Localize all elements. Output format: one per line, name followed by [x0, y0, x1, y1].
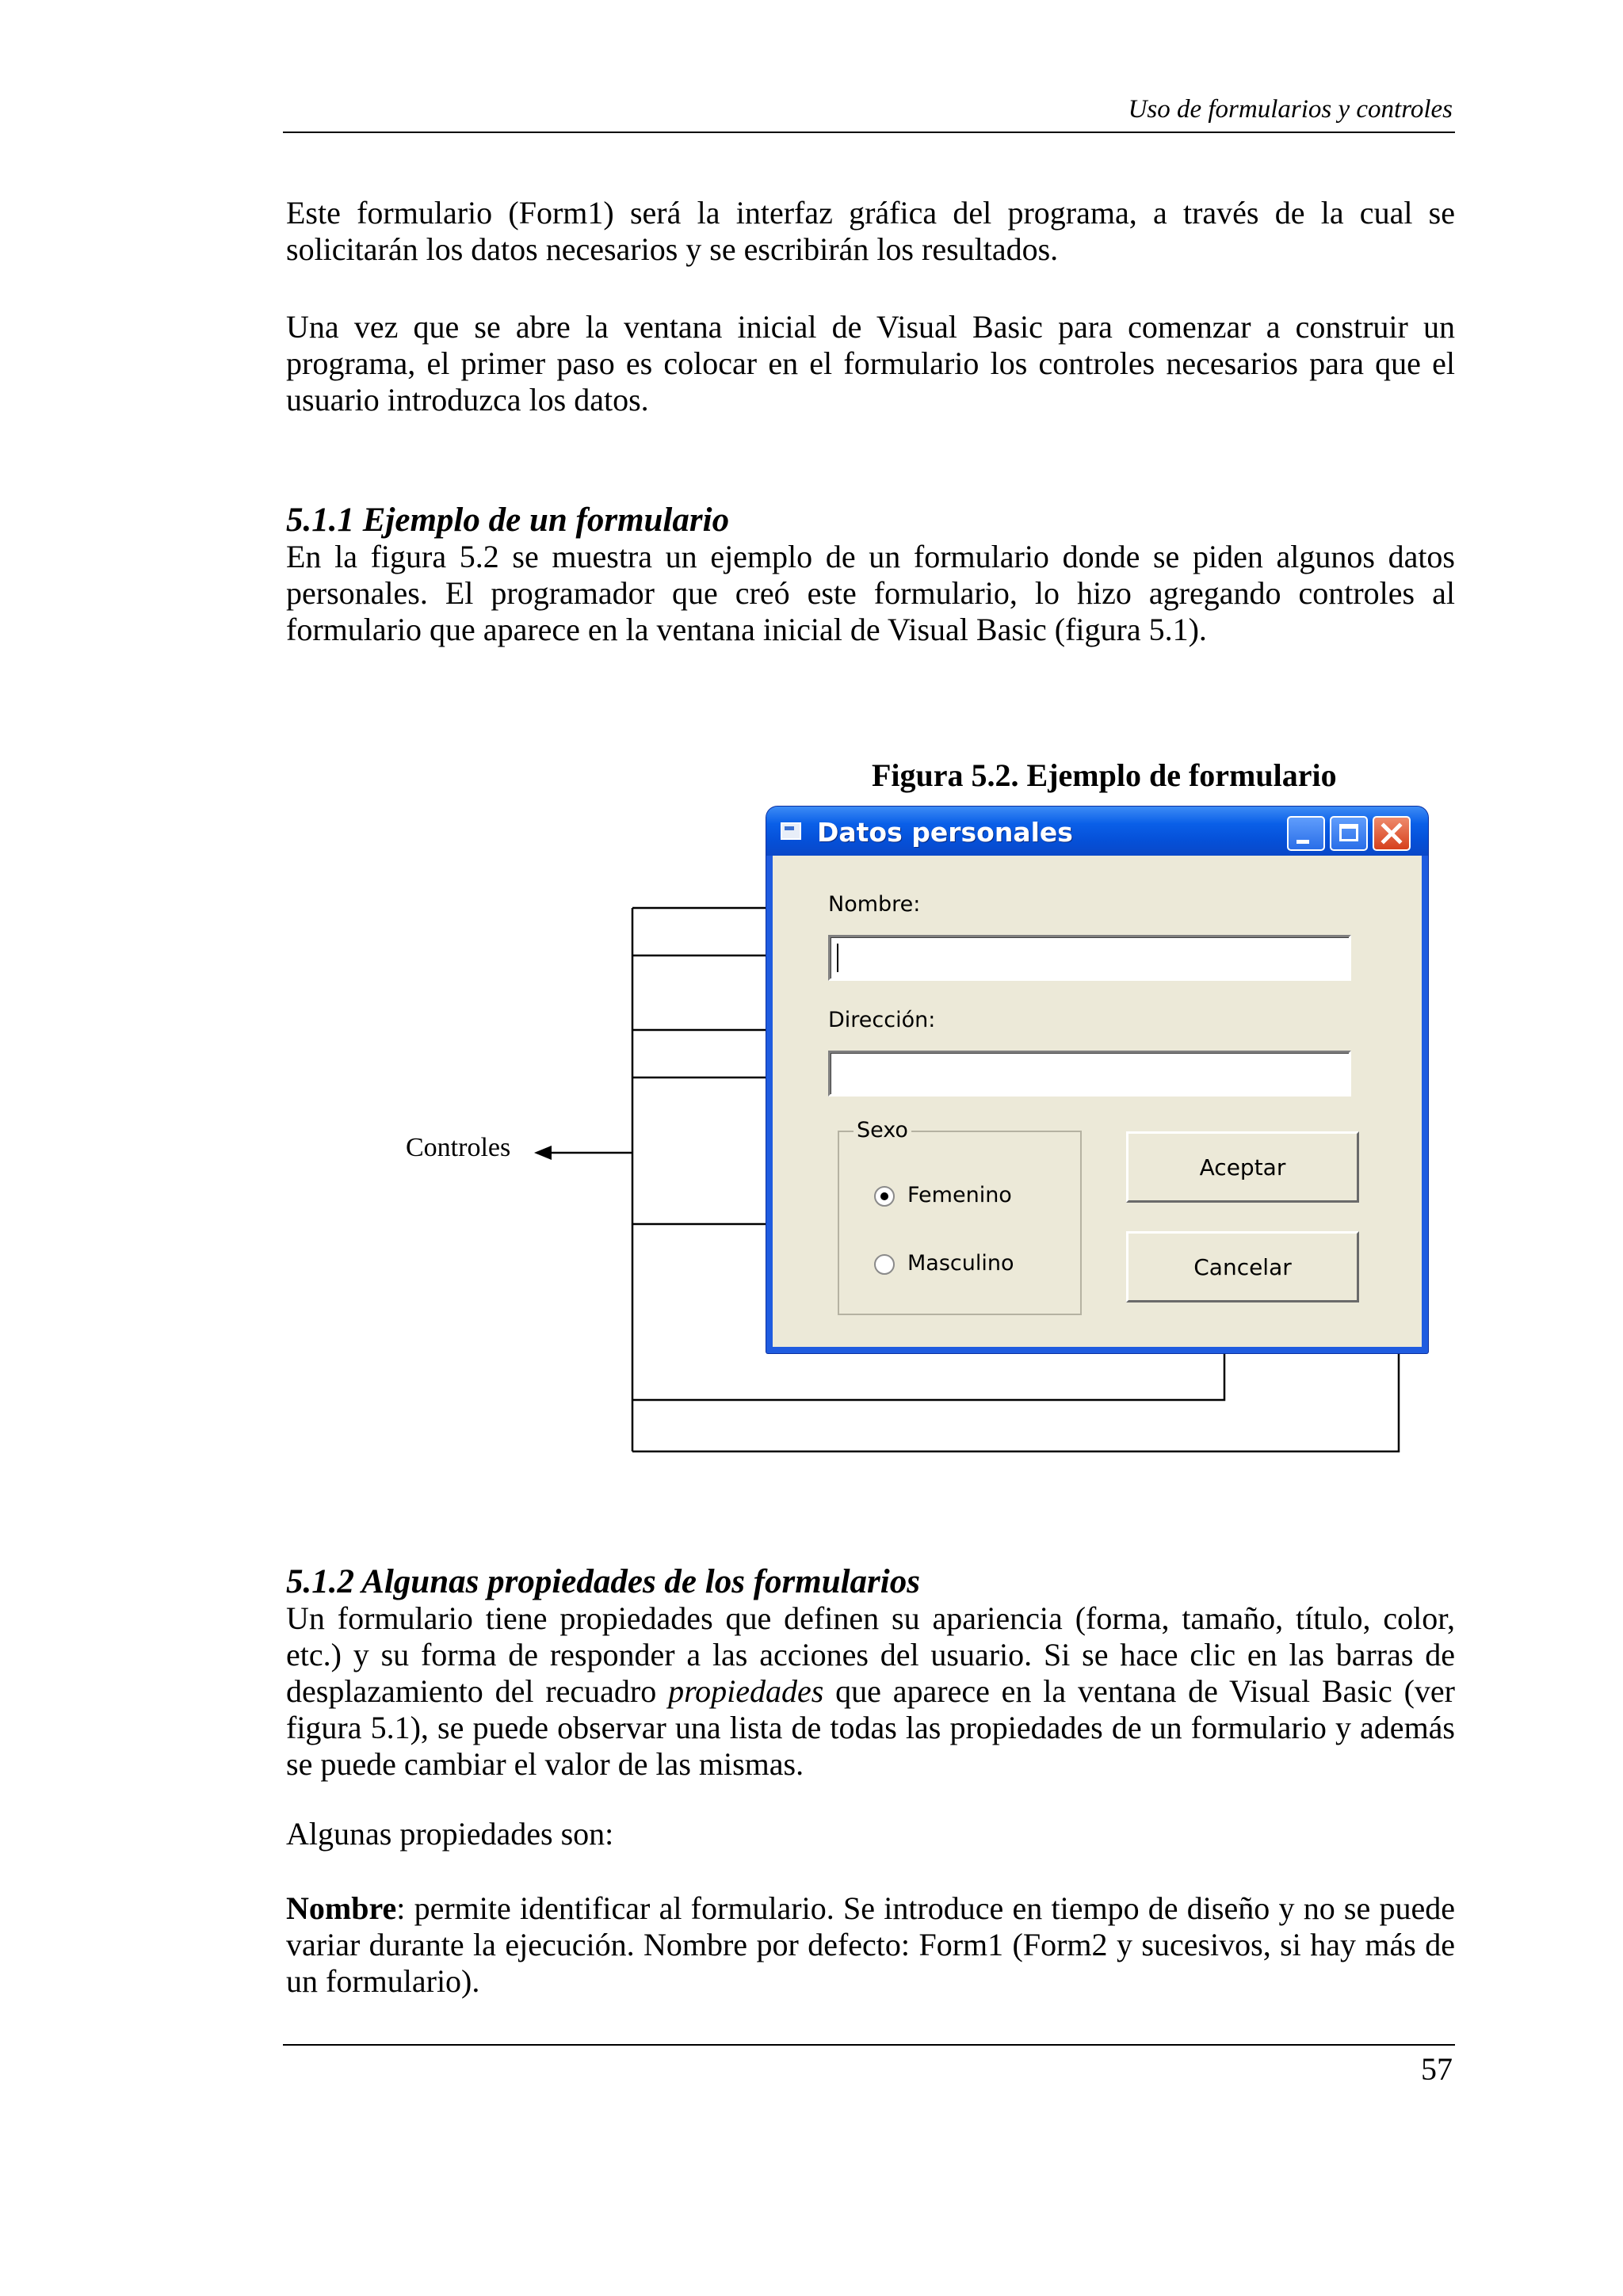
radio-femenino[interactable]	[874, 1186, 895, 1207]
paragraph-controls: Una vez que se abre la ventana inicial de Visual Basic para comenzar a construir un programa, el primer paso es colocar en el formulario los controles necesarios para que el usuario introduzca los datos.	[286, 309, 1455, 418]
page-number: 57	[1421, 2051, 1453, 2087]
section-heading-5-1-2: 5.1.2 Algunas propiedades de los formularios	[286, 1563, 920, 1600]
body-text-1: Un formulario tiene propiedades que definen su apariencia (forma, tamaño, título, color, etc.) y su forma de responder a las acciones del usuario. Si se hace clic en las barras de desplazamiento del recuadro	[286, 1600, 1455, 1709]
property-nombre-term: Nombre	[286, 1890, 397, 1926]
address-input[interactable]	[828, 1051, 1351, 1097]
window-client-area	[773, 856, 1422, 1347]
footer-rule	[283, 2044, 1455, 2046]
cancelar-button[interactable]: Cancelar	[1126, 1231, 1359, 1302]
propiedades-term: propiedades	[668, 1673, 824, 1709]
close-button[interactable]	[1373, 816, 1411, 851]
property-nombre	[286, 1890, 1455, 2000]
body-text-2: que aparece en la ventana de Visual Basic (ver figura 5.1), se puede observar una lista de todas las propiedades de un formulario y además se puede cambiar el valor de las mismas.	[286, 1673, 1455, 1782]
figure-caption: Figura 5.2. Ejemplo de formulario	[872, 757, 1337, 793]
name-label: Nombre:	[828, 892, 921, 917]
address-label: Dirección:	[828, 1008, 936, 1032]
minimize-icon	[1296, 840, 1309, 844]
controls-label: Controles	[406, 1133, 511, 1162]
text-caret	[837, 944, 838, 972]
radio-femenino-label[interactable]: Femenino	[907, 1183, 1012, 1207]
close-icon	[1374, 818, 1409, 849]
aceptar-button[interactable]: Aceptar	[1126, 1131, 1359, 1203]
name-input[interactable]	[828, 935, 1351, 981]
radio-masculino-label[interactable]: Masculino	[907, 1251, 1014, 1276]
section-5-1-2-body	[286, 1600, 1455, 1783]
minimize-button[interactable]	[1287, 816, 1325, 851]
window-titlebar[interactable]	[766, 807, 1428, 856]
window-title: Datos personales	[817, 817, 1073, 848]
sexo-groupbox	[838, 1118, 1082, 1315]
maximize-icon	[1339, 824, 1358, 841]
running-header: Uso de formularios y controles	[1128, 95, 1453, 124]
window-icon	[781, 822, 801, 840]
properties-intro: Algunas propiedades son:	[286, 1816, 614, 1852]
section-5-1-1-body: En la figura 5.2 se muestra un ejemplo de un formulario donde se piden algunos datos personales. El programador que creó este formulario, lo hizo agregando controles al formulario que aparece en la ventana inicial de Visual Basic (figura 5.1).	[286, 539, 1455, 647]
maximize-button[interactable]	[1330, 816, 1368, 851]
radio-masculino[interactable]	[874, 1254, 895, 1275]
datos-personales-window	[766, 807, 1428, 1353]
header-rule	[283, 132, 1455, 133]
sexo-group-title: Sexo	[854, 1118, 911, 1142]
paragraph-form1: Este formulario (Form1) será la interfaz gráfica del programa, a través de la cual se solicitarán los datos necesarios y se escribirán los resultados.	[286, 195, 1455, 267]
section-heading-5-1-1: 5.1.1 Ejemplo de un formulario	[286, 502, 730, 539]
property-nombre-desc: : permite identificar al formulario. Se introduce en tiempo de diseño y no se puede variar durante la ejecución. Nombre por defecto: Form1 (Form2 y sucesivos, si hay más de un formulario).	[286, 1890, 1455, 1999]
